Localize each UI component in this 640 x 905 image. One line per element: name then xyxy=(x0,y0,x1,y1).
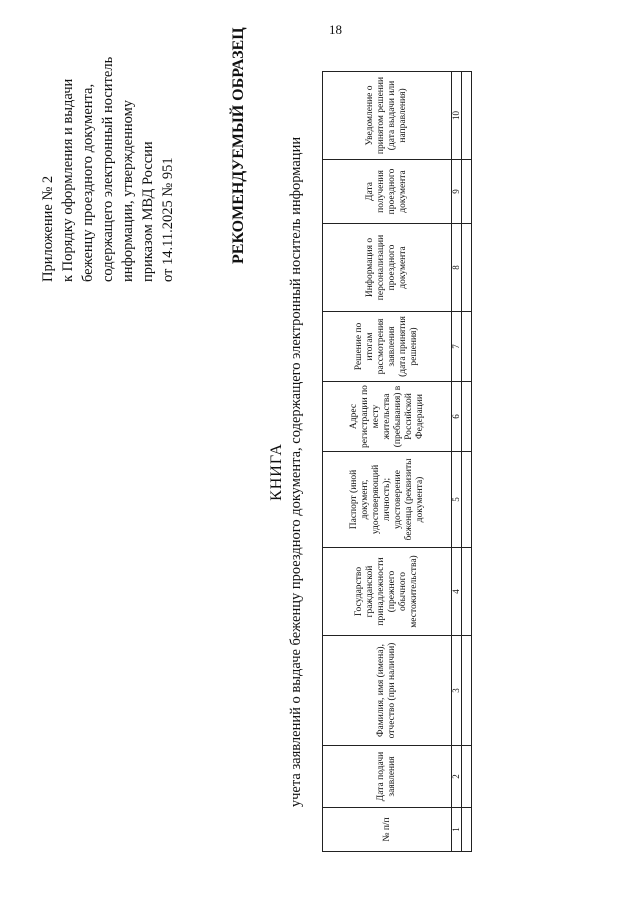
table-header-row xyxy=(323,72,452,852)
number-cell: 4 xyxy=(452,548,462,636)
header-cell: № п/п xyxy=(323,808,452,852)
header-cell: Государство гражданской принадлежности (прежнего обычного местожительства) xyxy=(323,548,452,636)
table-empty-row xyxy=(462,72,472,852)
book-table xyxy=(322,71,472,852)
number-cell: 5 xyxy=(452,452,462,548)
number-cell: 1 xyxy=(452,808,462,852)
number-cell: 6 xyxy=(452,382,462,452)
number-cell: 7 xyxy=(452,312,462,382)
number-cell: 3 xyxy=(452,636,462,746)
header-cell: Адрес регистрации по месту жительства (пребывания) в Российской Федерации xyxy=(323,382,452,452)
empty-cell xyxy=(462,548,472,636)
appendix-line: к Порядку оформления и выдачи xyxy=(60,78,76,282)
header-cell: Фамилия, имя (имена), отчество (при наличии) xyxy=(323,636,452,746)
appendix-block xyxy=(38,56,178,282)
empty-cell xyxy=(462,382,472,452)
appendix-line: приказом МВД России xyxy=(140,141,156,282)
empty-cell xyxy=(462,224,472,312)
book-subtitle: учета заявлений о выдаче беженцу проездного документа, содержащего электронный носитель информации xyxy=(288,136,304,808)
header-cell: Паспорт (иной документ, удостоверяющий личность); удостоверение беженца (реквизиты документа) xyxy=(323,452,452,548)
appendix-line: беженцу проездного документа, xyxy=(80,83,96,282)
header-cell: Решение по итогам рассмотрения заявления (дата принятия решения) xyxy=(323,312,452,382)
table-number-row xyxy=(452,72,462,852)
header-cell: Дата получения проездного документа xyxy=(323,160,452,224)
empty-cell xyxy=(462,452,472,548)
empty-cell xyxy=(462,808,472,852)
empty-cell xyxy=(462,160,472,224)
page-number: 18 xyxy=(329,22,342,37)
number-cell: 10 xyxy=(452,72,462,160)
recommended-sample-label: РЕКОМЕНДУЕМЫЙ ОБРАЗЕЦ xyxy=(230,27,247,264)
empty-cell xyxy=(462,312,472,382)
appendix-line: содержащего электронный носитель xyxy=(100,56,116,282)
number-cell: 2 xyxy=(452,746,462,808)
appendix-line: от 14.11.2025 № 951 xyxy=(160,157,176,282)
empty-cell xyxy=(462,746,472,808)
header-cell: Информация о персонализации проездного документа xyxy=(323,224,452,312)
header-cell: Уведомление о принятом решении (дата выдачи или направления) xyxy=(323,72,452,160)
appendix-line: Приложение № 2 xyxy=(40,175,56,282)
appendix-line: информации, утвержденному xyxy=(120,99,136,282)
empty-cell xyxy=(462,636,472,746)
number-cell: 8 xyxy=(452,224,462,312)
empty-cell xyxy=(462,72,472,160)
header-cell: Дата подачи заявления xyxy=(323,746,452,808)
book-title: КНИГА xyxy=(268,443,285,501)
number-cell: 9 xyxy=(452,160,462,224)
